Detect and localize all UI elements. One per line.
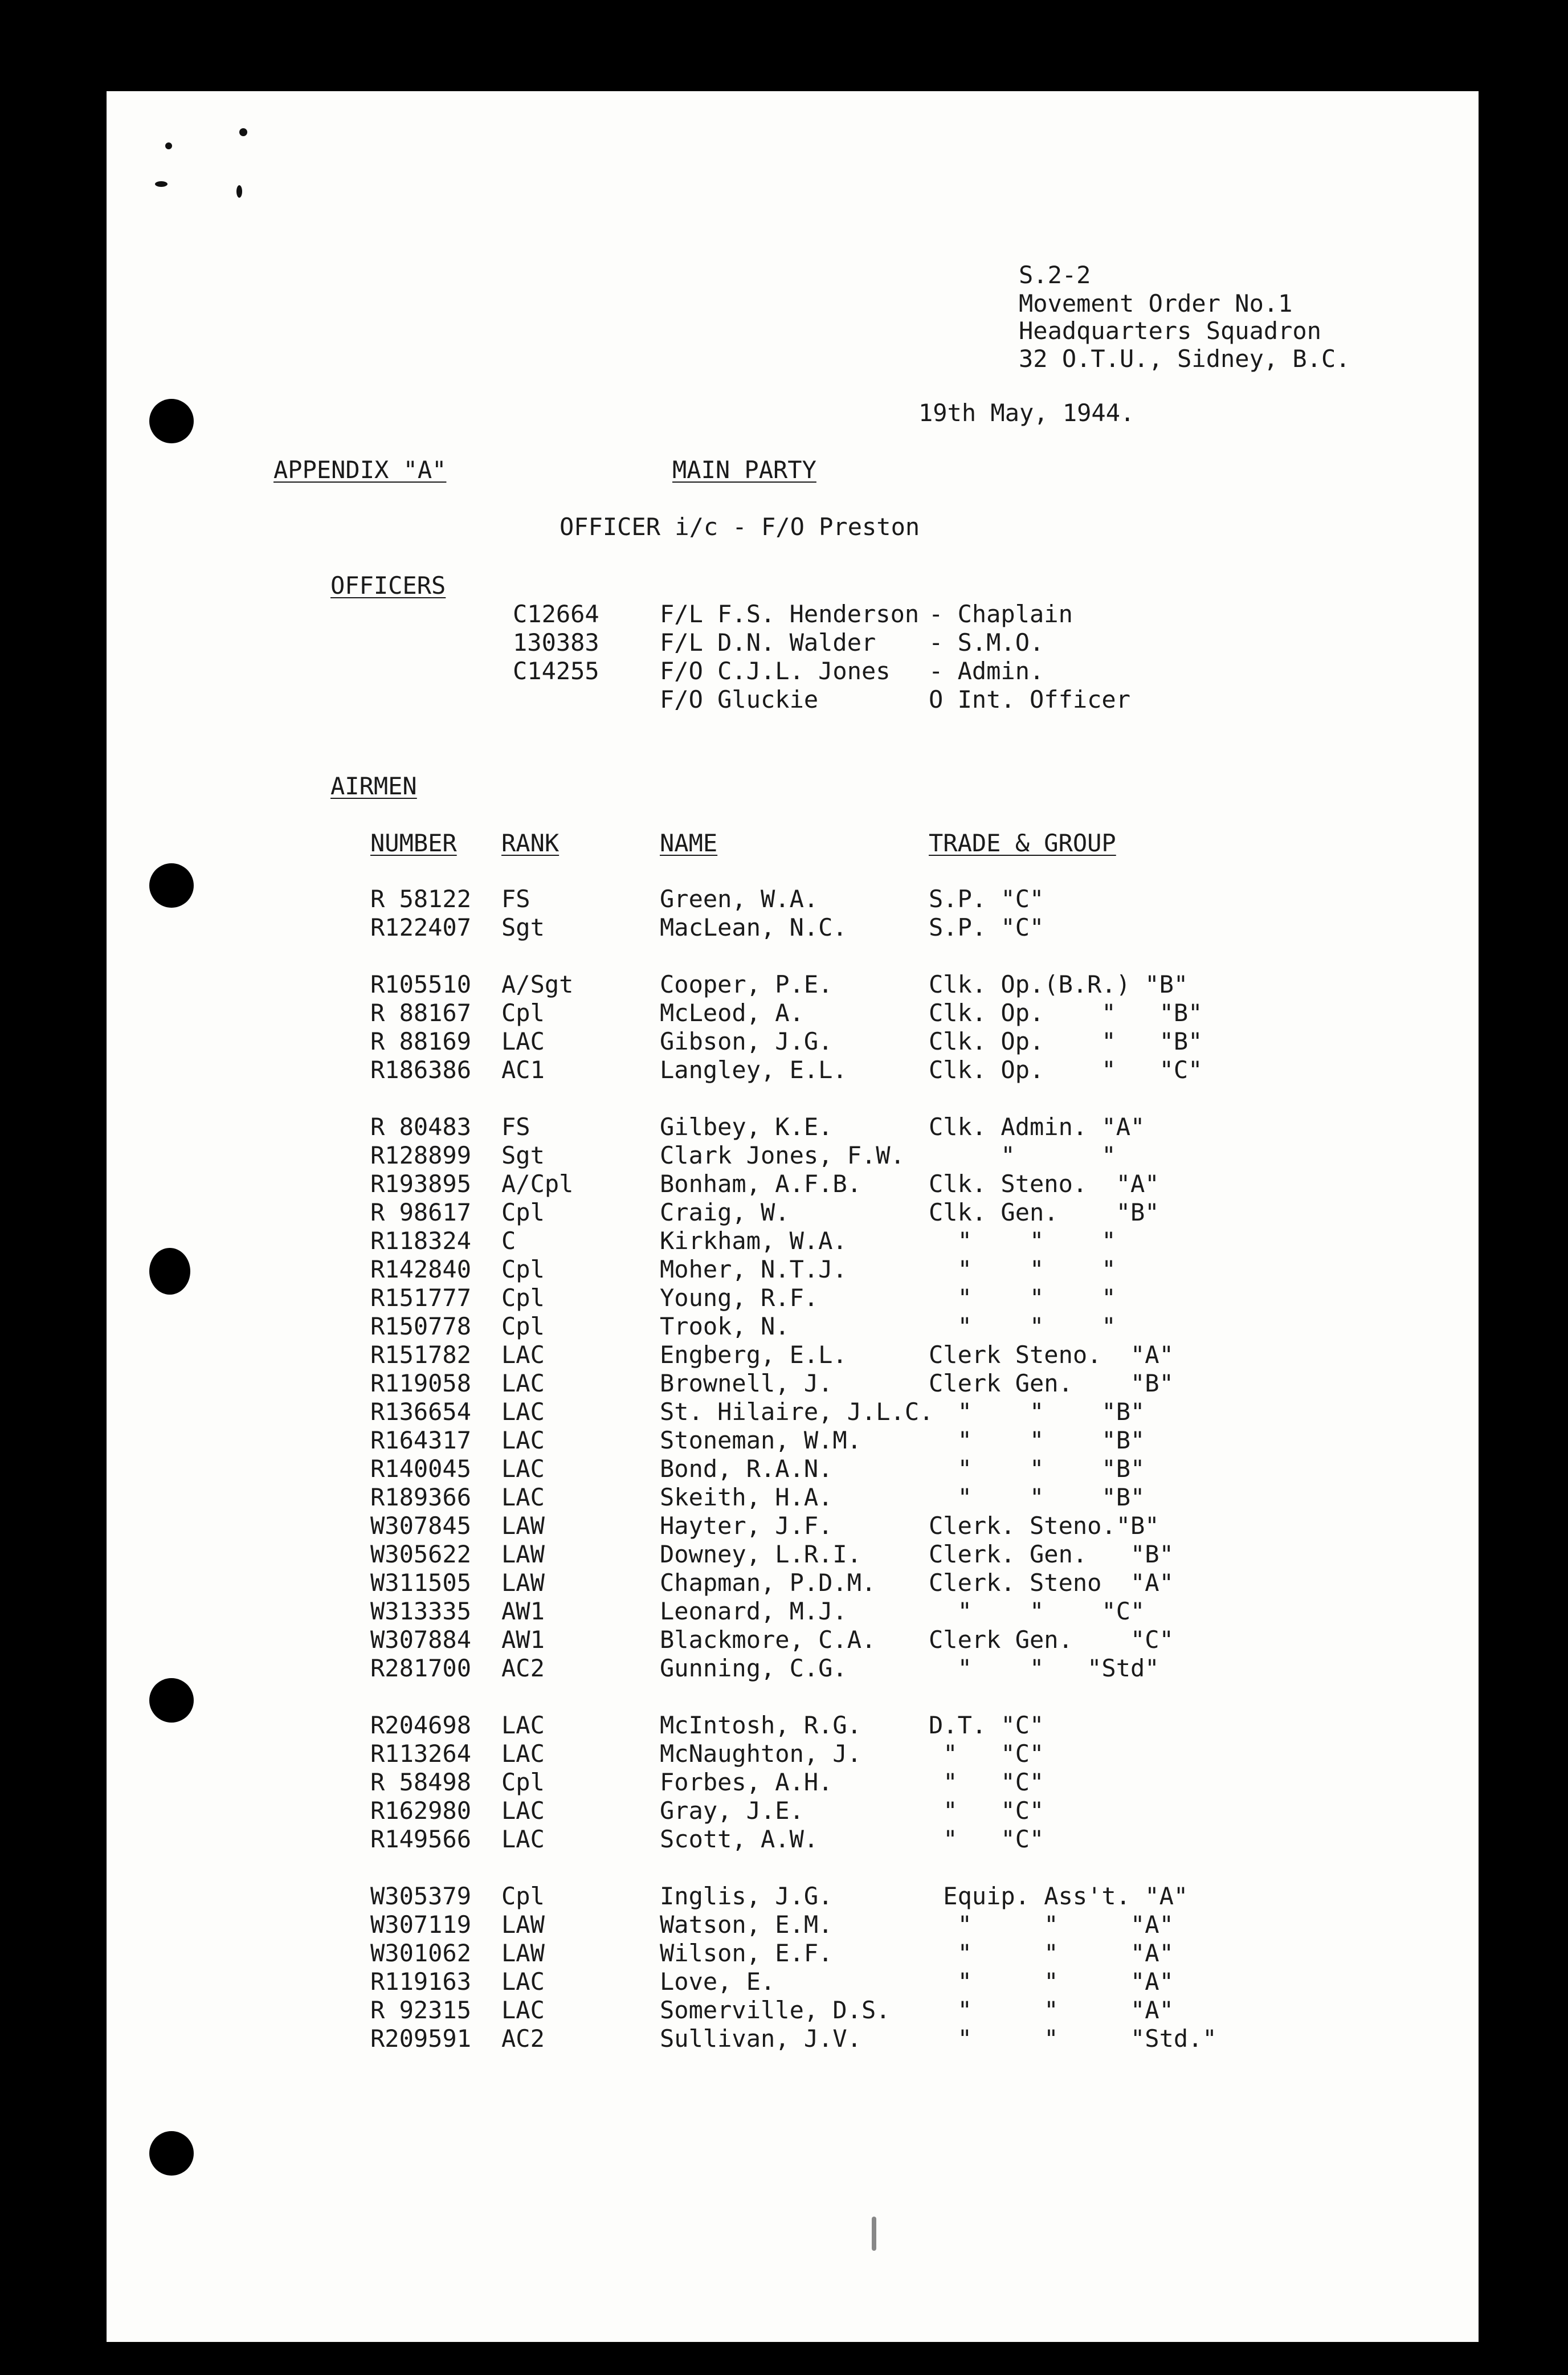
airman-number: R149566 [370, 1825, 472, 1853]
airman-row [0, 1968, 1568, 1996]
airman-rank: A/Cpl [501, 1170, 574, 1198]
airman-rank: AW1 [501, 1597, 545, 1625]
airman-number: W307884 [370, 1626, 472, 1654]
officer-name: F/L F.S. Henderson [660, 600, 920, 628]
airman-name: Trook, N. [660, 1312, 790, 1340]
airman-row [0, 1398, 1568, 1426]
airman-name: Cooper, P.E. [660, 970, 833, 998]
officer-in-charge: OFFICER i/c - F/O Preston [560, 513, 920, 541]
airman-rank: LAC [501, 1797, 545, 1825]
airman-name: Chapman, P.D.M. [660, 1569, 876, 1597]
airman-number: R162980 [370, 1797, 472, 1825]
airman-rank: Cpl [501, 999, 545, 1027]
airman-rank: LAC [501, 1711, 545, 1739]
appendix-title: APPENDIX "A" [273, 456, 447, 484]
airman-row [0, 1540, 1568, 1569]
airman-rank: Cpl [501, 1768, 545, 1796]
airman-row [0, 1996, 1568, 2025]
airman-rank: AC1 [501, 1056, 545, 1084]
airman-rank: AW1 [501, 1626, 545, 1654]
airman-number: W301062 [370, 1939, 472, 1967]
airman-trade-group: Clerk Gen. "B" [929, 1369, 1174, 1397]
airman-row [0, 1341, 1568, 1369]
airman-rank: C [501, 1227, 516, 1255]
airman-number: W305379 [370, 1882, 472, 1910]
document-ref: S.2-2 [1019, 261, 1091, 289]
airman-name: Langley, E.L. [660, 1056, 847, 1084]
airman-rank: AC2 [501, 1654, 545, 1682]
airman-number: R189366 [370, 1483, 472, 1511]
airman-name: Clark Jones, F.W. [660, 1141, 905, 1169]
airman-trade-group: S.P. "C" [929, 885, 1044, 913]
airman-number: W311505 [370, 1569, 472, 1597]
airman-trade-group: " " "C" [929, 1597, 1145, 1625]
airman-row [0, 1027, 1568, 1056]
airman-name: Gilbey, K.E. [660, 1113, 833, 1141]
airman-number: R119163 [370, 1968, 472, 1996]
airman-name: Stoneman, W.M. [660, 1426, 862, 1454]
airman-name: Kirkham, W.A. [660, 1227, 847, 1255]
airman-row [0, 1911, 1568, 1939]
airman-number: R164317 [370, 1426, 472, 1454]
airman-number: R122407 [370, 913, 472, 941]
airman-trade-group: " " "A" [929, 1911, 1174, 1939]
airman-number: R136654 [370, 1398, 472, 1426]
airman-name: MacLean, N.C. [660, 913, 847, 941]
airman-number: R142840 [370, 1255, 472, 1283]
airman-rank: LAC [501, 1369, 545, 1397]
airman-name: Leonard, M.J. [660, 1597, 847, 1625]
airman-rank: Cpl [501, 1284, 545, 1312]
airman-trade-group: Equip. Ass't. "A" [929, 1882, 1189, 1910]
airman-trade-group: " "C" [929, 1797, 1044, 1825]
airman-row [0, 970, 1568, 999]
ink-speck [155, 181, 168, 187]
airman-name: Wilson, E.F. [660, 1939, 833, 1967]
airman-row [0, 1284, 1568, 1312]
airman-name: Sullivan, J.V. [660, 2025, 862, 2052]
airman-name: Downey, L.R.I. [660, 1540, 862, 1568]
airman-row [0, 1369, 1568, 1398]
airman-trade-group: S.P. "C" [929, 913, 1044, 941]
document-date: 19th May, 1944. [918, 399, 1135, 427]
airman-number: R193895 [370, 1170, 472, 1198]
airman-rank: FS [501, 1113, 530, 1141]
rank-column-header: RANK [501, 829, 560, 857]
airmen-heading: AIRMEN [330, 772, 417, 800]
airman-name: Engberg, E.L. [660, 1341, 847, 1369]
airman-name: Gray, J.E. [660, 1797, 804, 1825]
airman-trade-group: " " " [929, 1255, 1116, 1283]
airman-number: R 88169 [370, 1027, 472, 1055]
airman-row [0, 999, 1568, 1027]
officer-number: C12664 [513, 600, 599, 628]
officer-role: O Int. Officer [929, 685, 1131, 713]
airman-number: R204698 [370, 1711, 472, 1739]
airman-rank: FS [501, 885, 530, 913]
airman-rank: LAW [501, 1540, 545, 1568]
airman-trade-group: Clk. Gen. "B" [929, 1198, 1159, 1226]
airman-trade-group: Clerk. Steno "A" [929, 1569, 1174, 1597]
airman-name: Blackmore, C.A. [660, 1626, 876, 1654]
airman-number: R 58122 [370, 885, 472, 913]
airman-trade-group: " " "Std" [929, 1654, 1159, 1682]
airman-trade-group: Clerk. Gen. "B" [929, 1540, 1174, 1568]
airman-trade-group: " "C" [929, 1768, 1044, 1796]
airman-row [0, 1227, 1568, 1255]
officer-name: F/O Gluckie [660, 685, 819, 713]
airman-name: Green, W.A. [660, 885, 819, 913]
airman-row [0, 1483, 1568, 1512]
airman-row [0, 1740, 1568, 1768]
airman-rank: Cpl [501, 1312, 545, 1340]
ink-speck [239, 128, 247, 136]
airman-row [0, 1170, 1568, 1198]
airman-trade-group: " " " [929, 1312, 1116, 1340]
airman-name: McNaughton, J. [660, 1740, 862, 1768]
airman-number: R140045 [370, 1455, 472, 1483]
airman-name: Bond, R.A.N. [660, 1455, 833, 1483]
airman-rank: LAC [501, 1027, 545, 1055]
airman-number: W307845 [370, 1512, 472, 1540]
airman-trade-group: " " "B" [929, 1483, 1145, 1511]
airman-rank: LAC [501, 1455, 545, 1483]
airman-number: R119058 [370, 1369, 472, 1397]
airman-trade-group: Clk. Op. " "C" [929, 1056, 1203, 1084]
airman-number: R 80483 [370, 1113, 472, 1141]
officer-name: F/O C.J.L. Jones [660, 657, 891, 685]
airman-number: R128899 [370, 1141, 472, 1169]
airman-number: R 92315 [370, 1996, 472, 2024]
airman-rank: LAW [501, 1512, 545, 1540]
party-title: MAIN PARTY [672, 456, 816, 484]
airman-trade-group: Clk. Op. " "B" [929, 999, 1203, 1027]
airman-name: McLeod, A. [660, 999, 804, 1027]
airman-trade-group: " " "B" [929, 1455, 1145, 1483]
airman-row [0, 1056, 1568, 1084]
airman-number: R105510 [370, 970, 472, 998]
officer-row [0, 629, 1568, 657]
airman-rank: Cpl [501, 1198, 545, 1226]
officer-row [0, 685, 1568, 714]
airman-name: Moher, N.T.J. [660, 1255, 847, 1283]
officers-heading: OFFICERS [330, 572, 446, 599]
airman-trade-group: Clerk Steno. "A" [929, 1341, 1174, 1369]
airman-name: Gunning, C.G. [660, 1654, 847, 1682]
airman-trade-group: Clk. Steno. "A" [929, 1170, 1159, 1198]
officer-number: 130383 [513, 629, 599, 656]
airman-name: Brownell, J. [660, 1369, 833, 1397]
airman-trade-group: Clerk. Steno."B" [929, 1512, 1159, 1540]
airman-trade-group: Clk. Op. " "B" [929, 1027, 1203, 1055]
airman-number: R281700 [370, 1654, 472, 1682]
officer-row [0, 657, 1568, 685]
airman-trade-group: D.T. "C" [929, 1711, 1044, 1739]
trade-column-header: TRADE & GROUP [929, 829, 1116, 857]
airman-name: St. Hilaire, J.L.C. [660, 1398, 934, 1426]
airman-rank: LAC [501, 1483, 545, 1511]
airman-trade-group: Clk. Op.(B.R.) "B" [929, 970, 1189, 998]
officer-row [0, 600, 1568, 629]
airman-number: R150778 [370, 1312, 472, 1340]
airman-name: Watson, E.M. [660, 1911, 833, 1939]
airman-rank: Cpl [501, 1255, 545, 1283]
airman-trade-group: " " "Std." [929, 2025, 1217, 2052]
airman-row [0, 1768, 1568, 1797]
airman-trade-group: " "C" [929, 1740, 1044, 1768]
pencil-mark [872, 2217, 876, 2251]
airman-name: Somerville, D.S. [660, 1996, 891, 2024]
airman-rank: Sgt [501, 1141, 545, 1169]
airman-row [0, 1113, 1568, 1141]
airman-rank: LAC [501, 1825, 545, 1853]
airman-number: R209591 [370, 2025, 472, 2052]
airman-number: W305622 [370, 1540, 472, 1568]
unit-location: 32 O.T.U., Sidney, B.C. [1019, 345, 1350, 373]
movement-order: Movement Order No.1 [1019, 289, 1293, 317]
airman-trade-group: " "C" [929, 1825, 1044, 1853]
airmen-column-headers [0, 829, 1568, 858]
airman-row [0, 1626, 1568, 1654]
airman-number: R186386 [370, 1056, 472, 1084]
airman-name: Skeith, H.A. [660, 1483, 833, 1511]
airman-rank: LAC [501, 1398, 545, 1426]
airman-rank: LAC [501, 1968, 545, 1996]
airman-row [0, 1426, 1568, 1455]
officer-role: - Chaplain [929, 600, 1073, 628]
airman-row [0, 1939, 1568, 1968]
airman-name: Bonham, A.F.B. [660, 1170, 862, 1198]
name-column-header: NAME [660, 829, 718, 857]
airman-rank: LAC [501, 1426, 545, 1454]
airman-trade-group: " " "A" [929, 1939, 1174, 1967]
punch-hole [149, 2131, 194, 2176]
airman-row [0, 1711, 1568, 1740]
airman-row [0, 1597, 1568, 1626]
airman-rank: LAC [501, 1341, 545, 1369]
officer-number: C14255 [513, 657, 599, 685]
airman-rank: LAC [501, 1996, 545, 2024]
airman-trade-group: " " "A" [929, 1996, 1174, 2024]
airman-number: R151782 [370, 1341, 472, 1369]
airman-row [0, 1455, 1568, 1483]
airman-number: R 98617 [370, 1198, 472, 1226]
airman-rank: AC2 [501, 2025, 545, 2052]
airman-row [0, 1882, 1568, 1911]
airman-number: W313335 [370, 1597, 472, 1625]
airman-row [0, 1255, 1568, 1284]
airman-row [0, 1198, 1568, 1227]
airman-name: Hayter, J.F. [660, 1512, 833, 1540]
airman-rank: A/Sgt [501, 970, 574, 998]
airman-trade-group: Clerk Gen. "C" [929, 1626, 1174, 1654]
airman-name: Scott, A.W. [660, 1825, 819, 1853]
ink-speck [236, 185, 242, 198]
airman-row [0, 1569, 1568, 1597]
number-column-header: NUMBER [370, 829, 457, 857]
airman-name: McIntosh, R.G. [660, 1711, 862, 1739]
officer-role: - Admin. [929, 657, 1044, 685]
airman-number: R 88167 [370, 999, 472, 1027]
punch-hole [149, 399, 194, 443]
airman-number: R 58498 [370, 1768, 472, 1796]
airman-row [0, 1825, 1568, 1854]
airman-row [0, 2025, 1568, 2053]
airman-trade-group: " " " [929, 1284, 1116, 1312]
airman-number: R118324 [370, 1227, 472, 1255]
airman-rank: LAW [501, 1569, 545, 1597]
airman-trade-group: " " "A" [929, 1968, 1174, 1996]
airman-row [0, 1312, 1568, 1341]
airman-number: R151777 [370, 1284, 472, 1312]
airman-name: Forbes, A.H. [660, 1768, 833, 1796]
airman-rank: Sgt [501, 913, 545, 941]
airman-trade-group: Clk. Admin. "A" [929, 1113, 1145, 1141]
airman-name: Young, R.F. [660, 1284, 819, 1312]
airman-name: Love, E. [660, 1968, 775, 1996]
airman-number: R113264 [370, 1740, 472, 1768]
airman-rank: LAW [501, 1911, 545, 1939]
officer-role: - S.M.O. [929, 629, 1044, 656]
airman-row [0, 1654, 1568, 1683]
airman-name: Gibson, J.G. [660, 1027, 833, 1055]
airman-name: Craig, W. [660, 1198, 790, 1226]
ink-speck [165, 142, 172, 149]
airman-row [0, 1512, 1568, 1540]
officer-name: F/L D.N. Walder [660, 629, 876, 656]
airman-row [0, 885, 1568, 913]
airman-trade-group: " " " [929, 1227, 1116, 1255]
unit-name: Headquarters Squadron [1019, 317, 1322, 345]
airman-row [0, 1797, 1568, 1825]
airman-number: W307119 [370, 1911, 472, 1939]
airman-rank: LAW [501, 1939, 545, 1967]
airman-name: Inglis, J.G. [660, 1882, 833, 1910]
airman-rank: Cpl [501, 1882, 545, 1910]
airman-trade-group: " " "B" [929, 1398, 1145, 1426]
airman-trade-group: " " "B" [929, 1426, 1145, 1454]
airman-row [0, 1141, 1568, 1170]
airman-rank: LAC [501, 1740, 545, 1768]
airman-row [0, 913, 1568, 942]
airman-trade-group: " " [929, 1141, 1116, 1169]
